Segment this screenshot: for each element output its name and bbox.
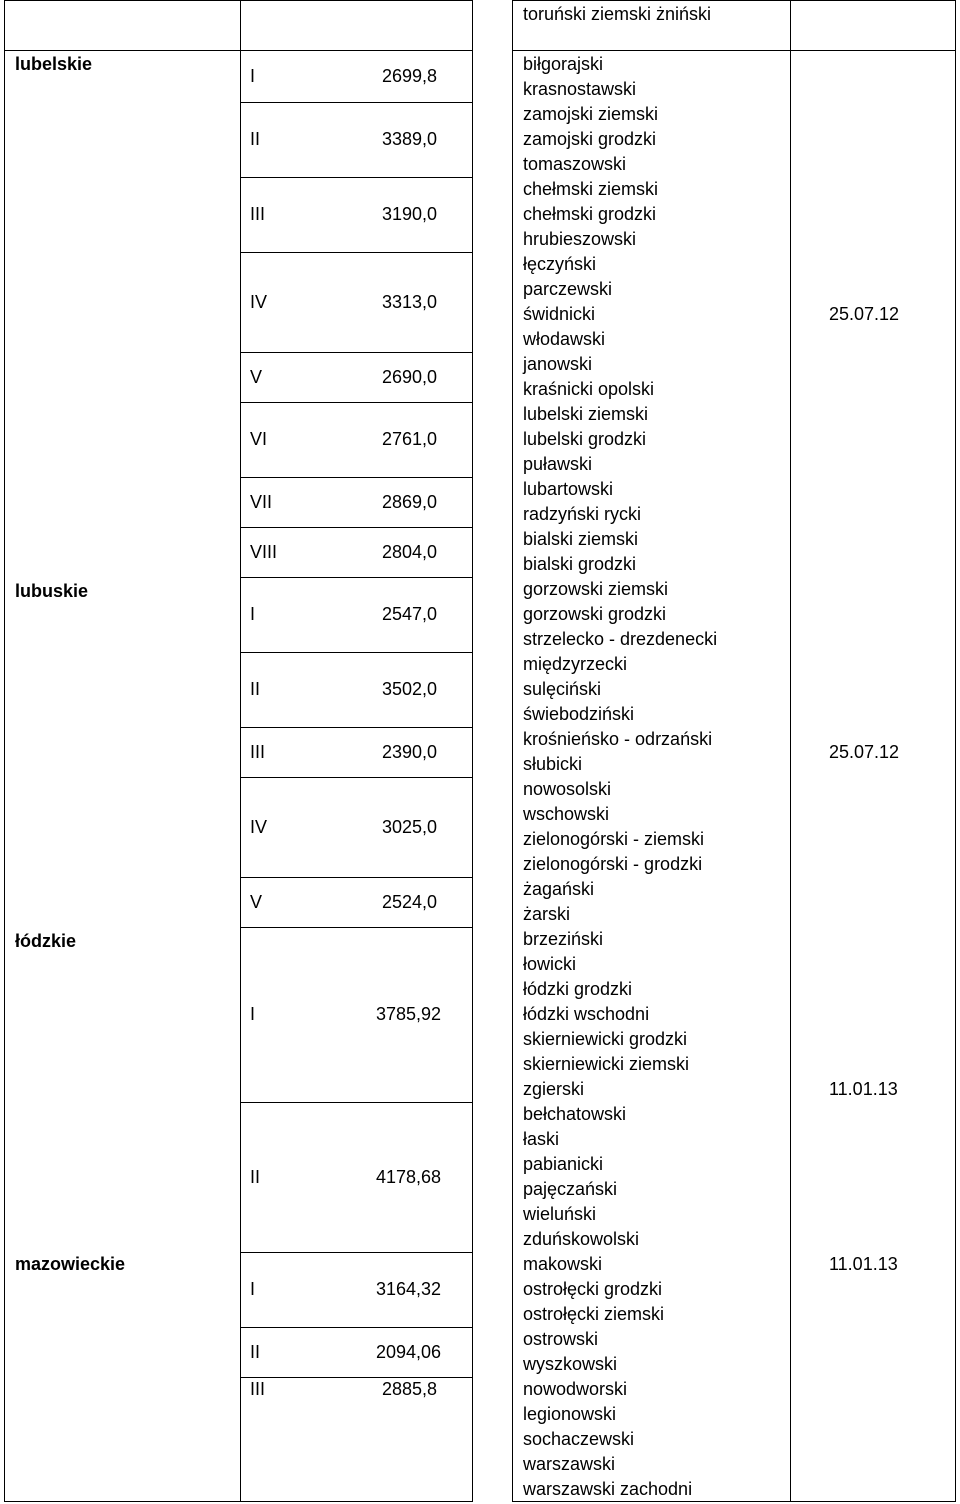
- region-cell-lubelskie-4: [240, 252, 473, 353]
- region-area: 2524,0: [382, 892, 438, 912]
- region-area: 2869,0: [382, 492, 438, 512]
- region-number: II: [250, 679, 261, 699]
- region-number: I: [250, 1279, 256, 1299]
- voivodeship-name: lubelskie: [15, 54, 93, 74]
- approval-date: 25.07.12: [829, 742, 900, 762]
- region-number: II: [250, 1167, 261, 1187]
- district-name: puławski: [523, 454, 593, 474]
- district-name: żarski: [523, 904, 571, 924]
- district-name: bełchatowski: [523, 1104, 627, 1124]
- district-name: łódzki grodzki: [523, 979, 633, 999]
- district-name: ostrołęcki grodzki: [523, 1279, 663, 1299]
- region-area: 3190,0: [382, 204, 438, 224]
- district-name: gorzowski ziemski: [523, 579, 669, 599]
- district-name: zielonogórski - grodzki: [523, 854, 703, 874]
- district-name: krasnostawski: [523, 79, 637, 99]
- district-name: świdnicki: [523, 304, 596, 324]
- region-area: 2804,0: [382, 542, 438, 562]
- district-name: nowodworski: [523, 1379, 628, 1399]
- region-number: IV: [250, 292, 268, 312]
- district-name: wschowski: [523, 804, 610, 824]
- voivodeship-name: łódzkie: [15, 931, 77, 951]
- district-name: pajęczański: [523, 1179, 618, 1199]
- district-name: lubelski grodzki: [523, 429, 647, 449]
- district-name: wyszkowski: [523, 1354, 618, 1374]
- region-area: 2094,06: [376, 1342, 442, 1362]
- district-name: radzyński rycki: [523, 504, 642, 524]
- region-area: 3389,0: [382, 129, 438, 149]
- district-name: lubartowski: [523, 479, 614, 499]
- district-name: zielonogórski - ziemski: [523, 829, 705, 849]
- district-name: żagański: [523, 879, 595, 899]
- region-area: 2699,8: [382, 66, 438, 86]
- region-area: 3025,0: [382, 817, 438, 837]
- district-name: tomaszowski: [523, 154, 627, 174]
- region-cell-lubuskie-4: [240, 777, 473, 878]
- region-number: V: [250, 367, 263, 387]
- region-number: V: [250, 892, 263, 912]
- region-number: II: [250, 129, 261, 149]
- region-cell-mazowieckie-3: [240, 1377, 473, 1502]
- region-number: III: [250, 1379, 266, 1399]
- district-name: legionowski: [523, 1404, 617, 1424]
- district-name: słubicki: [523, 754, 583, 774]
- district-name: sochaczewski: [523, 1429, 635, 1449]
- district-name: sulęciński: [523, 679, 602, 699]
- district-name: międzyrzecki: [523, 654, 628, 674]
- voivodeship-name: mazowieckie: [15, 1254, 126, 1274]
- region-number: VIII: [250, 542, 278, 562]
- region-area: 2885,8: [382, 1379, 438, 1399]
- district-name: zduńskowolski: [523, 1229, 640, 1249]
- region-number: III: [250, 742, 266, 762]
- district-name: bialski grodzki: [523, 554, 637, 574]
- date-column: [790, 50, 956, 1502]
- region-number: IV: [250, 817, 268, 837]
- district-name: brzeziński: [523, 929, 604, 949]
- district-name: skierniewicki grodzki: [523, 1029, 688, 1049]
- region-cell-lubelskie-2: [240, 102, 473, 178]
- district-name: makowski: [523, 1254, 603, 1274]
- district-name: biłgorajski: [523, 54, 604, 74]
- voivodeship-name: lubuskie: [15, 581, 89, 601]
- approval-date: 11.01.13: [829, 1254, 898, 1274]
- district-name: łódzki wschodni: [523, 1004, 650, 1024]
- region-number: I: [250, 604, 256, 624]
- region-cell-lubelskie-7: [240, 477, 473, 528]
- top-cell-voivodeship: [4, 0, 241, 51]
- district-name: skierniewicki ziemski: [523, 1054, 690, 1074]
- district-name: zamojski grodzki: [523, 129, 657, 149]
- region-cell-lubuskie-1: [240, 577, 473, 653]
- district-name: lubelski ziemski: [523, 404, 649, 424]
- district-name: pabianicki: [523, 1154, 604, 1174]
- top-cell-date: [790, 0, 956, 51]
- district-name: zamojski ziemski: [523, 104, 659, 124]
- approval-date: 11.01.13: [829, 1079, 898, 1099]
- district-name: krośnieńsko - odrzański: [523, 729, 713, 749]
- district-name: zgierski: [523, 1079, 585, 1099]
- region-number: I: [250, 1004, 256, 1024]
- region-number: VI: [250, 429, 268, 449]
- region-cell-lubuskie-2: [240, 652, 473, 728]
- district-name: włodawski: [523, 329, 606, 349]
- region-area: 4178,68: [376, 1167, 442, 1187]
- district-name: wieluński: [523, 1204, 597, 1224]
- district-name: chełmski ziemski: [523, 179, 659, 199]
- district-name: bialski ziemski: [523, 529, 639, 549]
- region-area: 2390,0: [382, 742, 438, 762]
- region-area: 3164,32: [376, 1279, 442, 1299]
- district-name: świebodziński: [523, 704, 635, 724]
- region-number: VII: [250, 492, 273, 512]
- region-cell-lubuskie-3: [240, 727, 473, 778]
- region-number: II: [250, 1342, 261, 1362]
- region-cell-lubelskie-5: [240, 352, 473, 403]
- region-number: I: [250, 66, 256, 86]
- voivodeship-column: [4, 50, 241, 1502]
- district-name: gorzowski grodzki: [523, 604, 667, 624]
- region-number: III: [250, 204, 266, 224]
- region-area: 2761,0: [382, 429, 438, 449]
- region-cell-lubelskie-1: [240, 50, 473, 103]
- region-area: 3785,92: [376, 1004, 442, 1024]
- district-name: łęczyński: [523, 254, 597, 274]
- district-name: ostrowski: [523, 1329, 599, 1349]
- district-name: łowicki: [523, 954, 577, 974]
- approval-date: 25.07.12: [829, 304, 900, 324]
- region-cell-lubelskie-3: [240, 177, 473, 253]
- district-name: janowski: [523, 354, 593, 374]
- district-name: nowosolski: [523, 779, 612, 799]
- region-area: 2547,0: [382, 604, 438, 624]
- district-name: chełmski grodzki: [523, 204, 657, 224]
- region-area: 2690,0: [382, 367, 438, 387]
- district-name: hrubieszowski: [523, 229, 637, 249]
- district-name: łaski: [523, 1129, 560, 1149]
- region-area: 3313,0: [382, 292, 438, 312]
- region-cell-lubuskie-5: [240, 877, 473, 928]
- region-cell-lubelskie-6: [240, 402, 473, 478]
- district-name: warszawski: [523, 1454, 616, 1474]
- district-name: strzelecko - drezdenecki: [523, 629, 718, 649]
- district-name: ostrołęcki ziemski: [523, 1304, 665, 1324]
- top-district-line: toruński ziemski żniński: [523, 4, 712, 24]
- top-cell-region: [240, 0, 473, 51]
- district-name: warszawski zachodni: [523, 1479, 693, 1499]
- region-area: 3502,0: [382, 679, 438, 699]
- district-name: parczewski: [523, 279, 613, 299]
- district-name: kraśnicki opolski: [523, 379, 655, 399]
